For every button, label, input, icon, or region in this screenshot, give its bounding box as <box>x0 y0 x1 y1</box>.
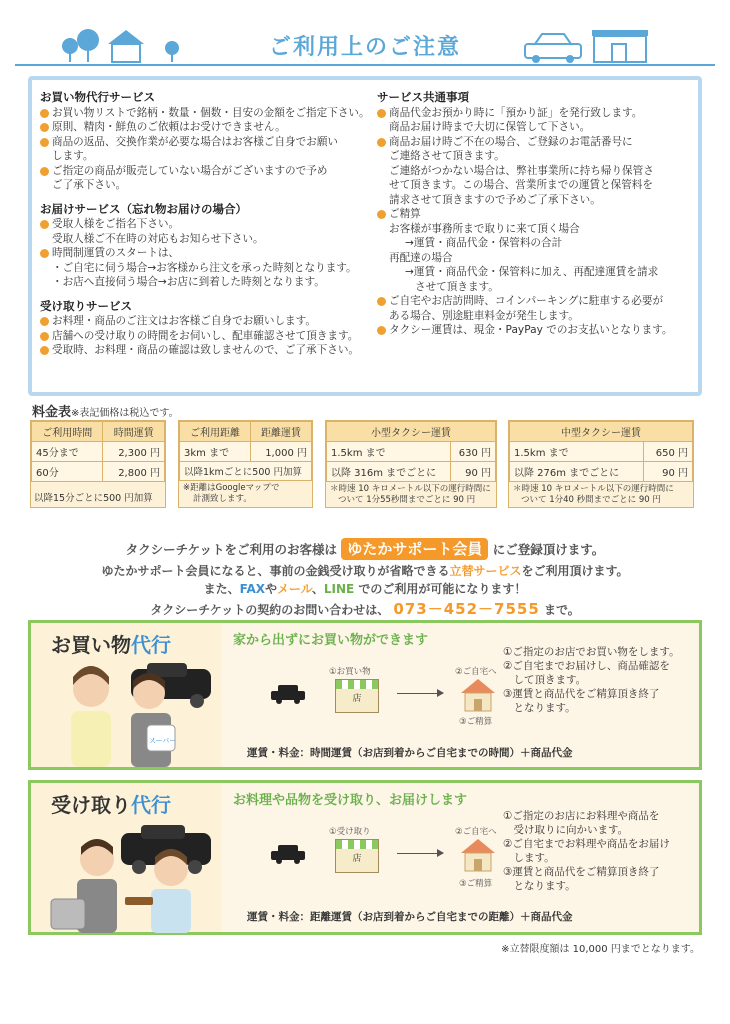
cell: 以降 276m までごとに <box>510 462 644 482</box>
notice-text: ・お店へ直接伺う場合→お店に到着した時刻となります。 <box>52 276 325 288</box>
notice-text: ご自宅やお店訪問時、コインパーキングに駐車する必要が <box>389 295 664 307</box>
notice-text: ある場合、別途駐車料金が発生します。 <box>389 309 579 322</box>
text: タクシーチケットの契約のお問い合わせは、 <box>150 603 390 617</box>
notice-text: 商品の返品、交換作業が必要な場合はお客様ご自身でお願い <box>52 135 339 148</box>
cell: 45分まで <box>32 442 103 462</box>
col-header: 時間運賃 <box>103 422 165 442</box>
title-accent: 代行 <box>131 633 171 657</box>
step-label: ②ご自宅へ <box>455 667 497 677</box>
bullet-icon <box>40 109 49 118</box>
cell: 以降1kmごとに500 円加算 <box>180 462 312 481</box>
header-divider <box>15 64 715 66</box>
col-header: ご利用距離 <box>180 422 251 442</box>
bullet-icon <box>377 297 386 306</box>
notice-line <box>40 261 370 276</box>
cell: 1.5km まで <box>510 442 644 462</box>
note-line: ＊時速 10 キロメートル以下の運行時間に <box>513 484 674 494</box>
notice-text: タクシー運賃は、現金・PayPay でのお支払いとなります。 <box>389 324 673 336</box>
notice-line <box>377 309 697 324</box>
cell: 90 円 <box>451 462 496 482</box>
notice-text: お買い物リストで銘柄・数量・個数・目安の金額をご指定下さい。 <box>52 106 370 119</box>
shop-icon <box>335 839 379 873</box>
people-taxi-illustration-icon <box>51 659 219 767</box>
cell: 以降 316m までごとに <box>327 462 451 482</box>
step-line: ③運賃と商品代をご精算頂き終了 <box>503 688 660 700</box>
col-header: 距離運賃 <box>250 422 311 442</box>
time-fee-footer: 以降15分ごとに500 円加算 <box>34 493 153 504</box>
cell: 3km まで <box>180 442 251 462</box>
notice-text: ご連絡がつかない場合は、弊社事業所に持ち帰り保管さ <box>389 164 654 177</box>
notice-line <box>377 222 697 237</box>
notice-text: 商品お届け時ご不在の場合、ご登録のお電話番号に <box>389 135 633 148</box>
fee-formula: 運賃・料金：時間運賃（お店到着からご自宅までの時間）＋商品代金 <box>247 747 573 759</box>
cell: 2,800 円 <box>103 462 165 482</box>
bullet-icon <box>40 138 49 147</box>
notice-text: ・ご自宅に伺う場合→お客様から注文を承った時刻となります。 <box>52 261 357 274</box>
bullet-icon <box>377 138 386 147</box>
text: にご登録頂けます。 <box>492 542 605 557</box>
shop-sign: 店 <box>352 854 362 864</box>
notice-line <box>377 164 697 179</box>
step-line: ①ご指定のお店にお料理や商品を <box>503 810 660 822</box>
ticket-line-2 <box>0 562 730 579</box>
mail-text: メール <box>277 582 312 596</box>
service-headline: 家から出ずにお買い物ができます <box>233 633 429 648</box>
notice-text: →運賃・商品代金・保管料の合計 <box>405 237 563 249</box>
text: をご利用頂けます。 <box>521 564 629 578</box>
bullet-icon <box>40 220 49 229</box>
notice-line <box>40 106 370 121</box>
notice-line <box>377 236 697 251</box>
notice-text: お客様が事務所まで取りに来て頂く場合 <box>389 222 580 235</box>
step-line: ②ご自宅までお料理や商品をお届け <box>503 838 670 850</box>
notice-line <box>377 149 697 164</box>
notice-text: 請求させて頂きますので予めご了承下さい。 <box>389 193 601 206</box>
people-taxi-illustration-icon <box>45 819 217 933</box>
step-line: ③運賃と商品代をご精算頂き終了 <box>503 866 660 878</box>
title-text: お買い物 <box>51 633 131 657</box>
fee-title <box>32 401 179 420</box>
notice-text: させて頂きます。 <box>415 280 499 293</box>
text: でのご利用が可能になります！ <box>354 582 527 596</box>
notice-text: ご指定の商品が販売していない場合がございますので予め <box>52 164 328 177</box>
cell: 60分 <box>32 462 103 482</box>
arrow-icon <box>397 853 443 854</box>
shopping-illustration <box>31 623 221 767</box>
notice-line <box>377 251 697 266</box>
notice-line <box>40 149 370 164</box>
notice-line <box>377 280 697 295</box>
line-text: LINE <box>323 582 355 596</box>
step-line: して頂きます。 <box>503 674 587 686</box>
shop-icon <box>335 679 379 713</box>
notice-line <box>377 294 697 309</box>
notice-text: 受取人様をご指名下さい。 <box>52 218 180 230</box>
note-line: 計測致します。 <box>193 494 252 504</box>
notice-section <box>40 202 370 290</box>
notice-line <box>377 120 697 135</box>
shopping-details <box>221 623 699 767</box>
ticket-line-3 <box>0 580 730 597</box>
section-title: お買い物代行サービス <box>40 90 155 104</box>
notice-line <box>377 207 697 222</box>
service-title <box>51 789 171 818</box>
section-title: サービス共通事項 <box>377 90 469 104</box>
notice-text: 受取時、お料理・商品の確認は致しませんので、ご了承下さい。 <box>52 344 360 356</box>
shopping-service-box <box>28 620 702 770</box>
fee-tax-note: ※表記価格は税込です。 <box>71 408 179 419</box>
arrow-icon <box>397 693 443 694</box>
note-line: ＊時速 10 キロメートル以下の運行時間に <box>330 484 491 494</box>
shop-sign: 店 <box>352 694 362 704</box>
note-line: ※距離はGoogleマップで <box>183 483 280 493</box>
fax-text: FAX <box>239 582 265 596</box>
text: 、 <box>311 582 324 596</box>
step-label: ②ご自宅へ <box>455 827 497 837</box>
text: まで。 <box>543 603 580 617</box>
notice-line <box>377 106 697 121</box>
note-line: ついて 1分55秒間までごとに 90 円 <box>338 495 476 505</box>
notice-text: 商品代金お預かり時に「預かり証」を発行致します。 <box>389 106 643 119</box>
header <box>0 0 730 70</box>
small-taxi-note <box>326 482 496 508</box>
bullet-icon <box>40 249 49 258</box>
taxi-shop-icon <box>520 26 660 66</box>
step-label: ①お買い物 <box>329 667 371 677</box>
notice-line <box>377 265 697 280</box>
notice-line <box>40 120 370 135</box>
bullet-icon <box>40 332 49 341</box>
notice-line <box>40 275 370 290</box>
step-label: ①受け取り <box>329 827 371 837</box>
section-title: 受け取りサービス <box>40 298 132 313</box>
text: タクシーチケットをご利用のお客様は <box>125 542 338 557</box>
notice-line <box>40 164 370 179</box>
bullet-icon <box>40 123 49 132</box>
service-title <box>51 629 171 658</box>
step-label: ③ご精算 <box>459 717 493 727</box>
medium-taxi-table <box>508 420 694 508</box>
notice-text: せて頂きます。この場合、営業所までの運賃と保管料を <box>389 179 653 191</box>
cell: 1.5km まで <box>327 442 451 462</box>
notice-text: ご了承下さい。 <box>52 179 127 191</box>
notice-line <box>40 343 370 358</box>
home-icon <box>459 837 497 873</box>
bullet-icon <box>40 346 49 355</box>
fee-heading: 料金表 <box>32 405 72 420</box>
pickup-illustration <box>31 783 221 932</box>
footer-note: ※立替限度額は 10,000 円までとなります。 <box>501 944 700 955</box>
member-badge: ゆたかサポート会員 <box>341 538 488 560</box>
section-title: お届けサービス（忘れ物お届けの場合） <box>40 201 247 216</box>
notice-section <box>40 90 370 193</box>
text: ゆたかサポート会員になると、事前の金銭受け取りが省略できる <box>101 564 450 578</box>
text: また、 <box>203 582 240 596</box>
step-line: となります。 <box>503 880 576 892</box>
title-accent: 代行 <box>131 793 171 817</box>
distance-fee-table <box>178 420 313 508</box>
step-line: ②ご自宅までお届けし、商品確認を <box>503 660 670 672</box>
notice-text: 商品お届け時まで大切に保管して下さい。 <box>389 121 591 133</box>
notice-text: 受取人様ご不在時の対応もお知らせ下さい。 <box>52 232 264 245</box>
notice-text: 原則、精肉・鮮魚のご依頼はお受けできません。 <box>52 121 286 133</box>
phone-number[interactable]: 073－452－7555 <box>393 600 540 618</box>
notice-line <box>40 246 370 261</box>
pickup-details <box>221 783 699 932</box>
notice-line <box>40 178 370 193</box>
taxi-icon <box>269 843 309 865</box>
steps-list <box>503 809 670 893</box>
steps-list <box>503 645 680 715</box>
ticket-line-4 <box>0 598 730 619</box>
distance-note <box>179 481 312 507</box>
cell: 2,300 円 <box>103 442 165 462</box>
step-line: ①ご指定のお店でお買い物をします。 <box>503 646 680 658</box>
notice-text: →運賃・商品代金・保管料に加え、再配達運賃を請求 <box>405 266 659 278</box>
step-label: ③ご精算 <box>459 879 493 889</box>
notice-line <box>40 329 370 344</box>
notice-line <box>40 232 370 247</box>
step-line: 受け取りに向かいます。 <box>503 824 629 836</box>
notice-line <box>40 217 370 232</box>
bullet-icon <box>377 210 386 219</box>
time-fee-table <box>30 420 166 508</box>
small-taxi-table <box>325 420 497 508</box>
notice-line <box>40 135 370 150</box>
notice-text: ご連絡させて頂きます。 <box>389 150 505 162</box>
notice-text: ご精算 <box>389 208 421 220</box>
notice-right-column <box>377 90 697 338</box>
medium-taxi-note <box>509 482 693 508</box>
service-headline: お料理や品物を受け取り、お届けします <box>233 793 468 808</box>
col-header: 中型タクシー運賃 <box>510 422 693 442</box>
cell: 1,000 円 <box>250 442 311 462</box>
notice-line <box>377 193 697 208</box>
trees-house-icon <box>60 26 190 66</box>
home-icon <box>459 677 497 713</box>
notice-text: 再配達の場合 <box>389 251 453 264</box>
notice-left-column <box>40 90 370 367</box>
notice-text: します。 <box>52 150 94 162</box>
col-header: 小型タクシー運賃 <box>327 422 496 442</box>
cell: 650 円 <box>644 442 693 462</box>
note-line: ついて 1分40 秒間までごとに 90 円 <box>521 495 661 505</box>
notice-line <box>377 135 697 150</box>
cell: 630 円 <box>451 442 496 462</box>
bullet-icon <box>377 326 386 335</box>
notice-section <box>40 299 370 358</box>
page-title: ご利用上のご注意 <box>268 35 461 60</box>
step-line: します。 <box>503 852 555 864</box>
notice-text: 店舗への受け取りの時間をお伺いし、配車確認させて頂きます。 <box>52 329 359 342</box>
cell: 90 円 <box>644 462 693 482</box>
bullet-icon <box>40 167 49 176</box>
notice-line <box>377 178 697 193</box>
bullet-icon <box>40 317 49 326</box>
taxi-icon <box>269 683 309 705</box>
bullet-icon <box>377 109 386 118</box>
notice-line <box>377 323 697 338</box>
pickup-service-box <box>28 780 702 935</box>
advance-service-text: 立替サービス <box>449 564 522 578</box>
notice-text: 時間制運賃のスタートは、 <box>52 247 180 259</box>
notice-text: お料理・商品のご注文はお客様ご自身でお願いします。 <box>52 315 316 327</box>
fee-formula: 運賃・料金：距離運賃（お店到着からご自宅までの距離）＋商品代金 <box>247 911 573 923</box>
ticket-line-1 <box>0 538 730 559</box>
bag-label: スーパー <box>149 737 177 745</box>
text: や <box>264 582 277 596</box>
notice-line <box>40 314 370 329</box>
col-header: ご利用時間 <box>32 422 103 442</box>
notice-box <box>28 76 702 396</box>
step-line: となります。 <box>503 702 576 714</box>
title-text: 受け取り <box>51 793 131 817</box>
